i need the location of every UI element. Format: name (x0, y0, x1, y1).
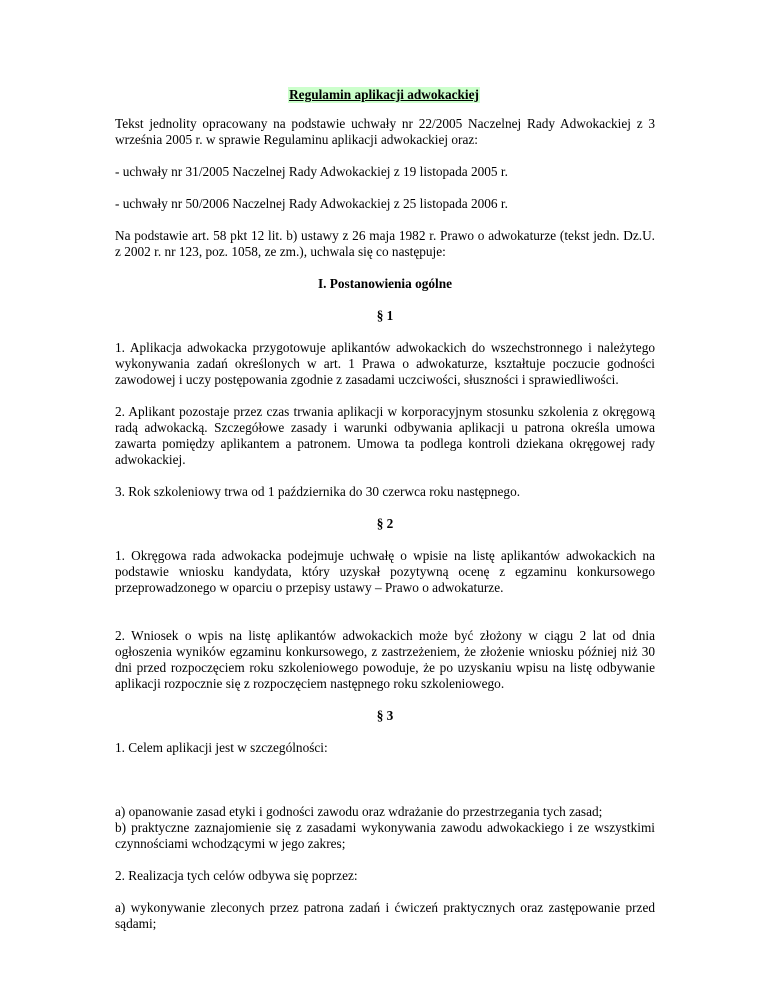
section-2-heading: § 2 (376, 516, 394, 531)
section-1-point-2: 2. Aplikant pozostaje przez czas trwania aplikacji w korporacyjnym stosunku szkolenia z okręgową radą adwokacką. Szczegółowe zasady i warunki odbywania aplikacji u patrona określa umowa zawarta pomiędzy aplikantem a patronem. Umowa ta podlega kontroli dziekana okręgowej rady adwokackiej. (115, 404, 655, 467)
section-3-point-2: 2. Realizacja tych celów odbywa się poprzez: (115, 868, 358, 883)
document-title: Regulamin aplikacji adwokackiej (289, 87, 479, 102)
section-3-point-1b: b) praktyczne zaznajomienie się z zasadami wykonywania zawodu adwokackiego i ze wszystkimi czynnościami wchodzącymi w jego zakres; (115, 820, 655, 851)
amendment-2: - uchwały nr 50/2006 Naczelnej Rady Adwokackiej z 25 listopada 2006 r. (115, 196, 508, 211)
section-1-heading: § 1 (376, 308, 394, 323)
section-3-point-1: 1. Celem aplikacji jest w szczególności: (115, 740, 328, 755)
section-2-point-1: 1. Okręgowa rada adwokacka podejmuje uchwałę o wpisie na listę aplikantów adwokackich na podstawie wniosku kandydata, który uzyskał pozytywną ocenę z egzaminu konkursowego przeprowadzonego w oparciu o przepisy ustawy – Prawo o adwokaturze. (115, 548, 655, 595)
section-3-point-1a: a) opanowanie zasad etyki i godności zawodu oraz wdrażanie do przestrzegania tych zasad; (115, 804, 603, 819)
section-3-heading: § 3 (376, 708, 394, 723)
section-1-point-3: 3. Rok szkoleniowy trwa od 1 października do 30 czerwca roku następnego. (115, 484, 521, 499)
section-2-point-2: 2. Wniosek o wpis na listę aplikantów adwokackich może być złożony w ciągu 2 lat od dnia ogłoszenia wyników egzaminu konkursowego, z zastrzeżeniem, że złożenie wniosku później niż 30 dni przed rozpoczęciem roku szkoleniowego powoduje, że po uzyskaniu wpisu na listę odbywanie aplikacji rozpocznie się z rozpoczęciem następnego roku szkoleniowego. (115, 628, 655, 691)
title-container (0, 86, 768, 104)
section-3-point-2a: a) wykonywanie zleconych przez patrona zadań i ćwiczeń praktycznych oraz zastępowanie przed sądami; (115, 900, 655, 931)
section-1-point-1: 1. Aplikacja adwokacka przygotowuje aplikantów adwokackich do wszechstronnego i należytego wykonywania zadań określonych w art. 1 Prawa o adwokaturze, kształtuje poczucie godności zawodowej i uczy postępowania zgodnie z zasadami uczciwości, słuszności i sprawiedliwości. (115, 340, 655, 387)
intro-paragraph: Tekst jednolity opracowany na podstawie uchwały nr 22/2005 Naczelnej Rady Adwokackiej z 3 września 2005 r. w sprawie Regulaminu aplikacji adwokackiej oraz: (115, 116, 655, 147)
amendment-1: - uchwały nr 31/2005 Naczelnej Rady Adwokackiej z 19 listopada 2005 r. (115, 164, 508, 179)
legal-basis-paragraph: Na podstawie art. 58 pkt 12 lit. b) ustawy z 26 maja 1982 r. Prawo o adwokaturze (tekst jedn. Dz.U. z 2002 r. nr 123, poz. 1058, ze zm.), uchwala się co następuje: (115, 228, 655, 259)
chapter-heading: I. Postanowienia ogólne (317, 276, 453, 291)
